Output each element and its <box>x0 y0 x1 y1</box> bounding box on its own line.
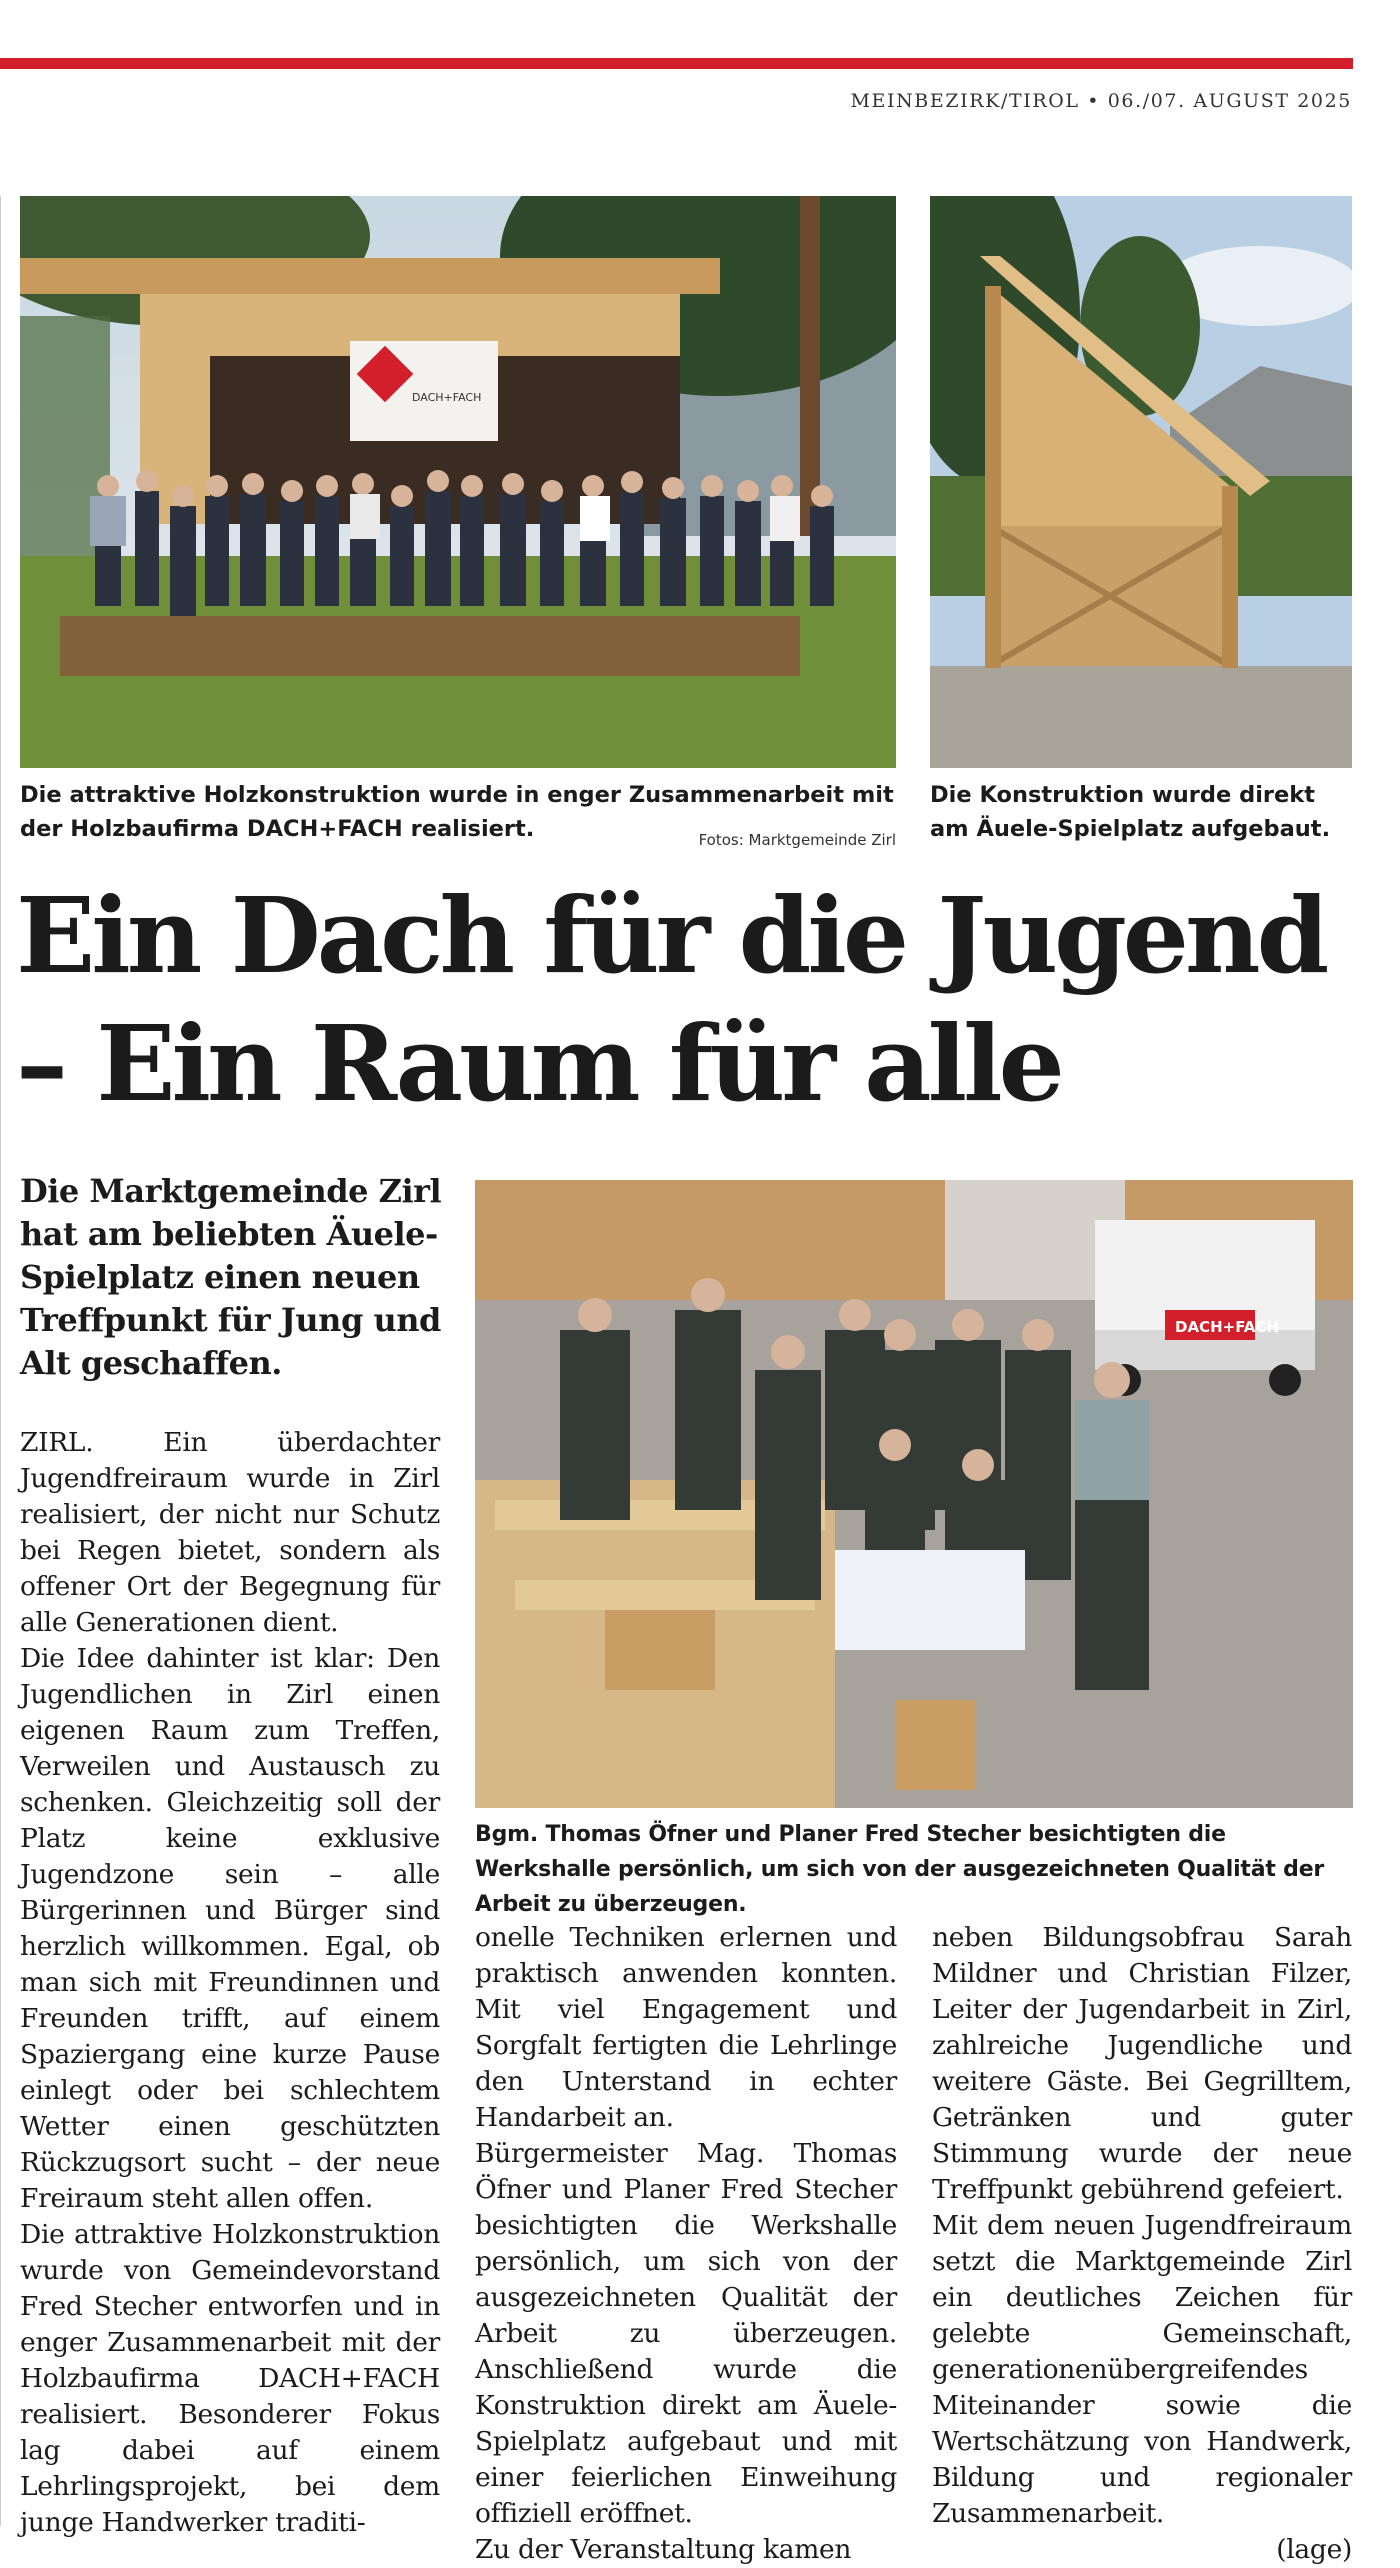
body-column-2 <box>475 1920 897 2568</box>
column-rule <box>0 196 1 2526</box>
photo-workshop <box>475 1180 1353 1808</box>
red-header-bar <box>0 58 1353 69</box>
body-paragraph: neben Bildungsobfrau Sarah Mildner und Christian Filzer, Leiter der Jugendarbeit in Zirl, zahlreiche Jugendliche und weitere Gäste. Bei Gegrilltem, Getränken und guter Stimmung wurde der neue Treffpunkt gebührend gefeiert. <box>932 1922 1352 2205</box>
caption-workshop: Bgm. Thomas Öfner und Planer Fred Stecher besichtigten die Werkshalle persönlich, um sich von der ausgezeichneten Qualität der Arbeit zu überzeugen. <box>475 1822 1325 1917</box>
body-paragraph: ZIRL. Ein überdachter Jugendfreiraum wurde in Zirl realisiert, der nicht nur Schutz bei Regen bietet, sondern als offener Ort der Begegnung für alle Generationen dient. <box>20 1427 440 1638</box>
body-paragraph: Die Idee dahinter ist klar: Den Jugendlichen in Zirl einen eigenen Raum zum Treffen, Verweilen und Austausch zu schenken. Gleichzeitig soll der Platz keine exklusive Jugendzone sein – alle Bürgerinnen und Bürger sind herzlich willkommen. Egal, ob man sich mit Freundinnen und Freunden trifft, auf einem Spaziergang eine kurze Pause einlegt oder bei schlechtem Wetter einen geschützten Rückzugsort sucht – der neue Freiraum steht allen offen. <box>20 1643 440 2214</box>
body-paragraph: Bürgermeister Mag. Thomas Öfner und Planer Fred Stecher besichtigten die Werkshalle persönlich, um sich von der ausgezeichneten Qualität der Arbeit zu überzeugen. Anschließend wurde die Konstruktion direkt am Äuele-Spielplatz aufgebaut und mit einer feierlichen Einweihung offiziell eröffnet. <box>475 2138 897 2529</box>
photo-shelter-side <box>930 196 1352 768</box>
photo-credit: Fotos: Marktgemeinde Zirl <box>698 831 896 849</box>
body-paragraph: Mit dem neuen Jugendfreiraum setzt die Marktgemeinde Zirl ein deutliches Zeichen für gelebte Gemeinschaft, generationenübergreifendes Miteinander sowie die Wertschätzung von Handwerk, Bildung und regionaler Zusammenarbeit. <box>932 2210 1352 2529</box>
masthead: MEINBEZIRK/TIROL • 06./07. AUGUST 2025 <box>850 90 1352 112</box>
shelter-sign-text: DACH+FACH <box>412 391 482 404</box>
caption-shelter <box>20 778 896 849</box>
caption-shelter-text: Die attraktive Holzkonstruktion wurde in enger Zusammenarbeit mit der Holzbaufirma DACH+FACH realisiert. <box>20 782 894 842</box>
lead-paragraph: Die Marktgemeinde Zirl hat am beliebten Äuele-Spielplatz einen neuen Treffpunkt für Jung und Alt geschaffen. <box>20 1172 442 1382</box>
truck-text: DACH+FACH <box>1175 1318 1279 1336</box>
author-signature: (lage) <box>1276 2534 1352 2565</box>
headline: Ein Dach für die Jugend – Ein Raum für alle <box>16 874 1326 1125</box>
body-paragraph: Zu der Veranstaltung kamen <box>475 2534 852 2565</box>
caption-side: Die Konstruktion wurde direkt am Äuele-Spielplatz aufgebaut. <box>930 782 1331 842</box>
body-column-3 <box>932 1920 1352 2568</box>
body-column-1 <box>20 1425 440 2541</box>
body-paragraph: Die attraktive Holzkonstruktion wurde von Gemeindevorstand Fred Stecher entworfen und in enger Zusammenarbeit mit der Holzbaufirma DACH+FACH realisiert. Besonderer Fokus lag dabei auf einem Lehrlingsprojekt, bei dem junge Handwerker traditi- <box>20 2219 440 2538</box>
photo-shelter-group <box>20 196 896 768</box>
body-paragraph: onelle Techniken erlernen und praktisch anwenden konnten. Mit viel Engagement und Sorgfalt fertigten die Lehrlinge den Unterstand in echter Handarbeit an. <box>475 1922 897 2133</box>
